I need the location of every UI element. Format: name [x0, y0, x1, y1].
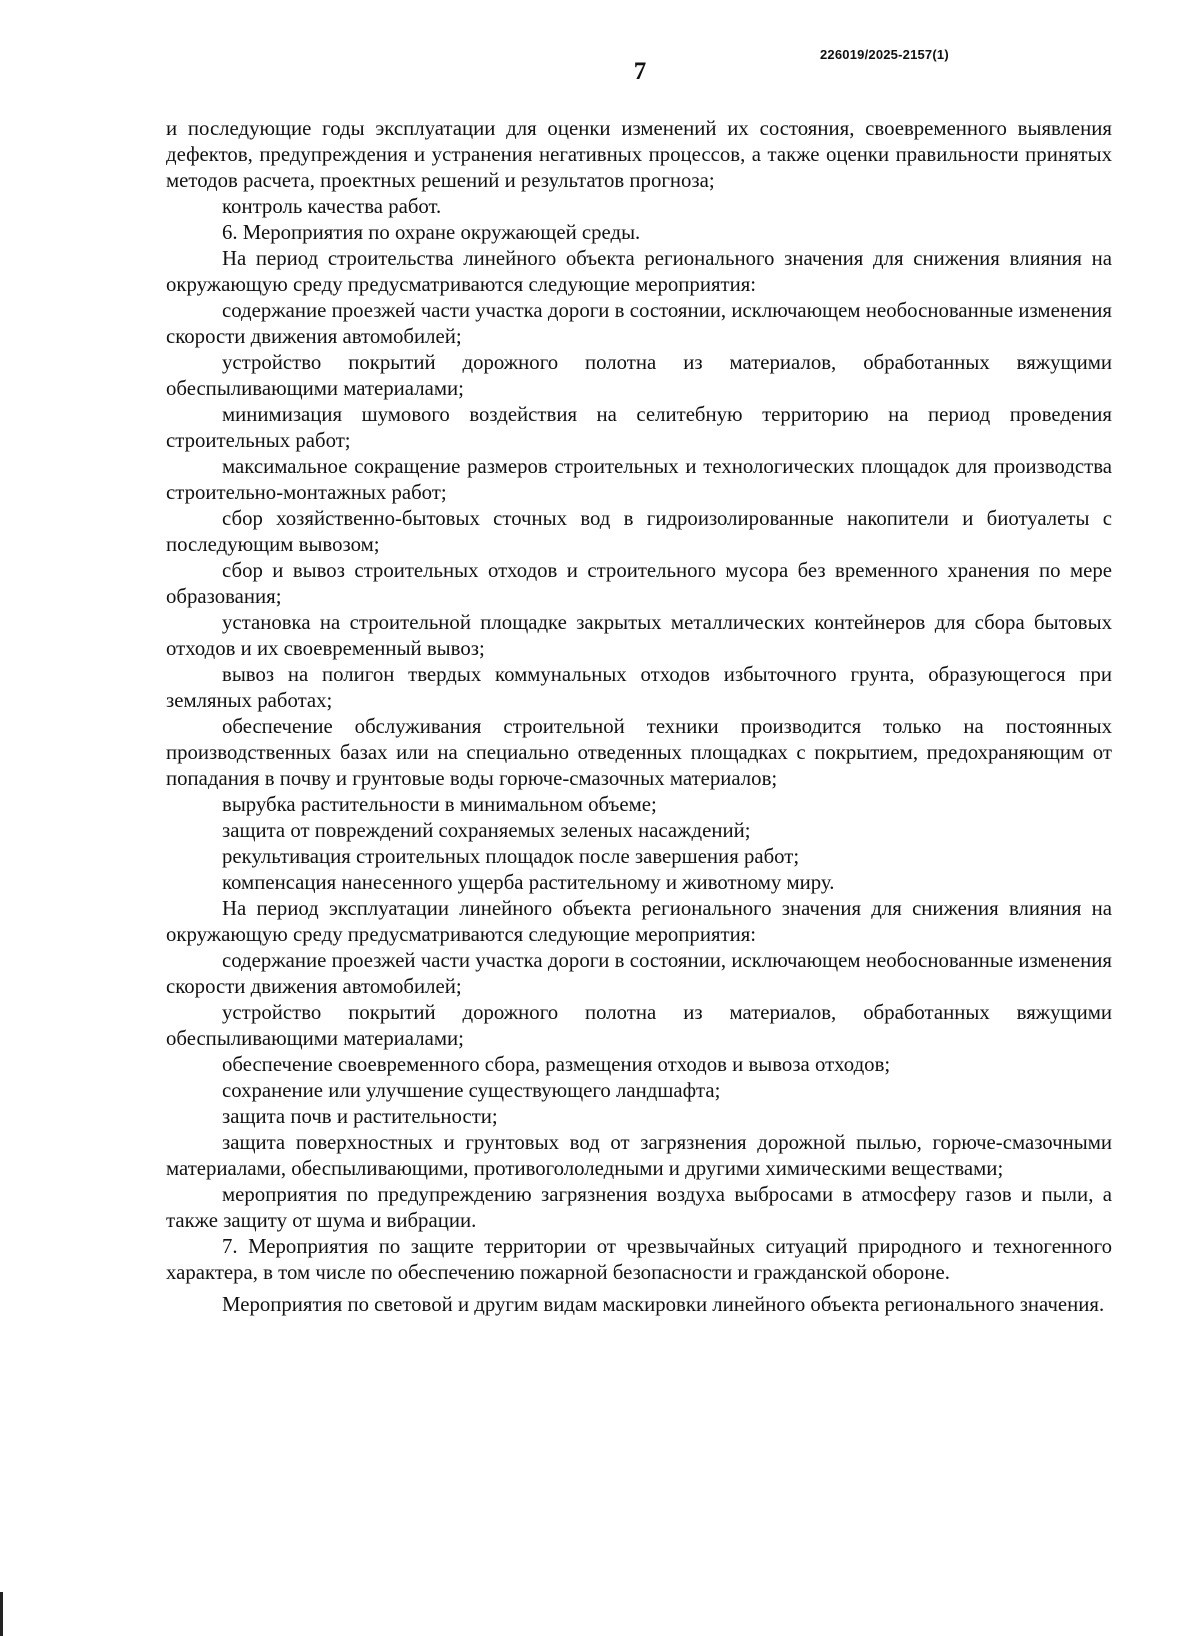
list-item: сбор и вывоз строительных отходов и строительного мусора без временного хранения по мере образования;: [166, 559, 1112, 608]
list-item: установка на строительной площадке закрытых металлических контейнеров для сбора бытовых отходов и их своевременный вывоз;: [166, 611, 1112, 660]
scan-edge-mark: [0, 1592, 3, 1636]
list-item: компенсация нанесенного ущерба растительному и животному миру.: [222, 871, 835, 894]
list-item: обеспечение обслуживания строительной техники производится только на постоянных производственных базах или на специально отведенных площадках с покрытием, предохраняющим от попадания в почву и грунтовые воды горюче-смазочных материалов;: [166, 715, 1112, 790]
paragraph-construction-intro: На период строительства линейного объекта регионального значения для снижения влияния на окружающую среду предусматриваются следующие мероприятия:: [166, 247, 1112, 296]
list-item: рекультивация строительных площадок после завершения работ;: [222, 845, 800, 868]
list-item: мероприятия по предупреждению загрязнения воздуха выбросами в атмосферу газов и пыли, а также защиту от шума и вибрации.: [166, 1183, 1112, 1232]
list-item: сохранение или улучшение существующего ландшафта;: [222, 1079, 721, 1102]
list-item: защита от повреждений сохраняемых зеленых насаждений;: [222, 819, 751, 842]
list-item: обеспечение своевременного сбора, размещения отходов и вывоза отходов;: [222, 1053, 891, 1076]
list-item: содержание проезжей части участка дороги в состоянии, исключающем необоснованные изменения скорости движения автомобилей;: [166, 299, 1112, 348]
list-item: максимальное сокращение размеров строительных и технологических площадок для производства строительно-монтажных работ;: [166, 455, 1112, 504]
paragraph-quality-control: контроль качества работ.: [222, 195, 442, 218]
list-item: содержание проезжей части участка дороги в состоянии, исключающем необоснованные изменения скорости движения автомобилей;: [166, 949, 1112, 998]
page-number: 7: [633, 58, 647, 85]
list-item: защита почв и растительности;: [222, 1105, 498, 1128]
list-item: вырубка растительности в минимальном объеме;: [222, 793, 657, 816]
document-body: [166, 116, 1112, 1318]
list-item: сбор хозяйственно-бытовых сточных вод в гидроизолированные накопители и биотуалеты с последующим вывозом;: [166, 507, 1112, 556]
list-item: минимизация шумового воздействия на селитебную территорию на период проведения строительных работ;: [166, 403, 1112, 452]
paragraph-masking: Мероприятия по световой и другим видам маскировки линейного объекта регионального значения.: [222, 1293, 1105, 1316]
document-registration-number: 226019/2025-2157(1): [820, 47, 949, 62]
list-item: вывоз на полигон твердых коммунальных отходов избыточного грунта, образующегося при земляных работах;: [166, 663, 1112, 712]
paragraph-operation-intro: На период эксплуатации линейного объекта регионального значения для снижения влияния на окружающую среду предусматриваются следующие мероприятия:: [166, 897, 1112, 946]
list-item: устройство покрытий дорожного полотна из материалов, обработанных вяжущими обеспыливающими материалами;: [166, 1001, 1112, 1050]
paragraph-continuation: и последующие годы эксплуатации для оценки изменений их состояния, своевременного выявления дефектов, предупреждения и устранения негативных процессов, а также оценки правильности принятых методов расчета, проектных решений и результатов прогноза;: [166, 117, 1112, 192]
list-item: устройство покрытий дорожного полотна из материалов, обработанных вяжущими обеспыливающими материалами;: [166, 351, 1112, 400]
list-item: защита поверхностных и грунтовых вод от загрязнения дорожной пылью, горюче-смазочными материалами, обеспыливающими, противогололедными и другими химическими веществами;: [166, 1131, 1112, 1180]
section-heading-7: 7. Мероприятия по защите территории от чрезвычайных ситуаций природного и техногенного характера, в том числе по обеспечению пожарной безопасности и гражданской обороне.: [166, 1235, 1112, 1284]
section-heading-6: 6. Мероприятия по охране окружающей среды.: [222, 221, 641, 244]
